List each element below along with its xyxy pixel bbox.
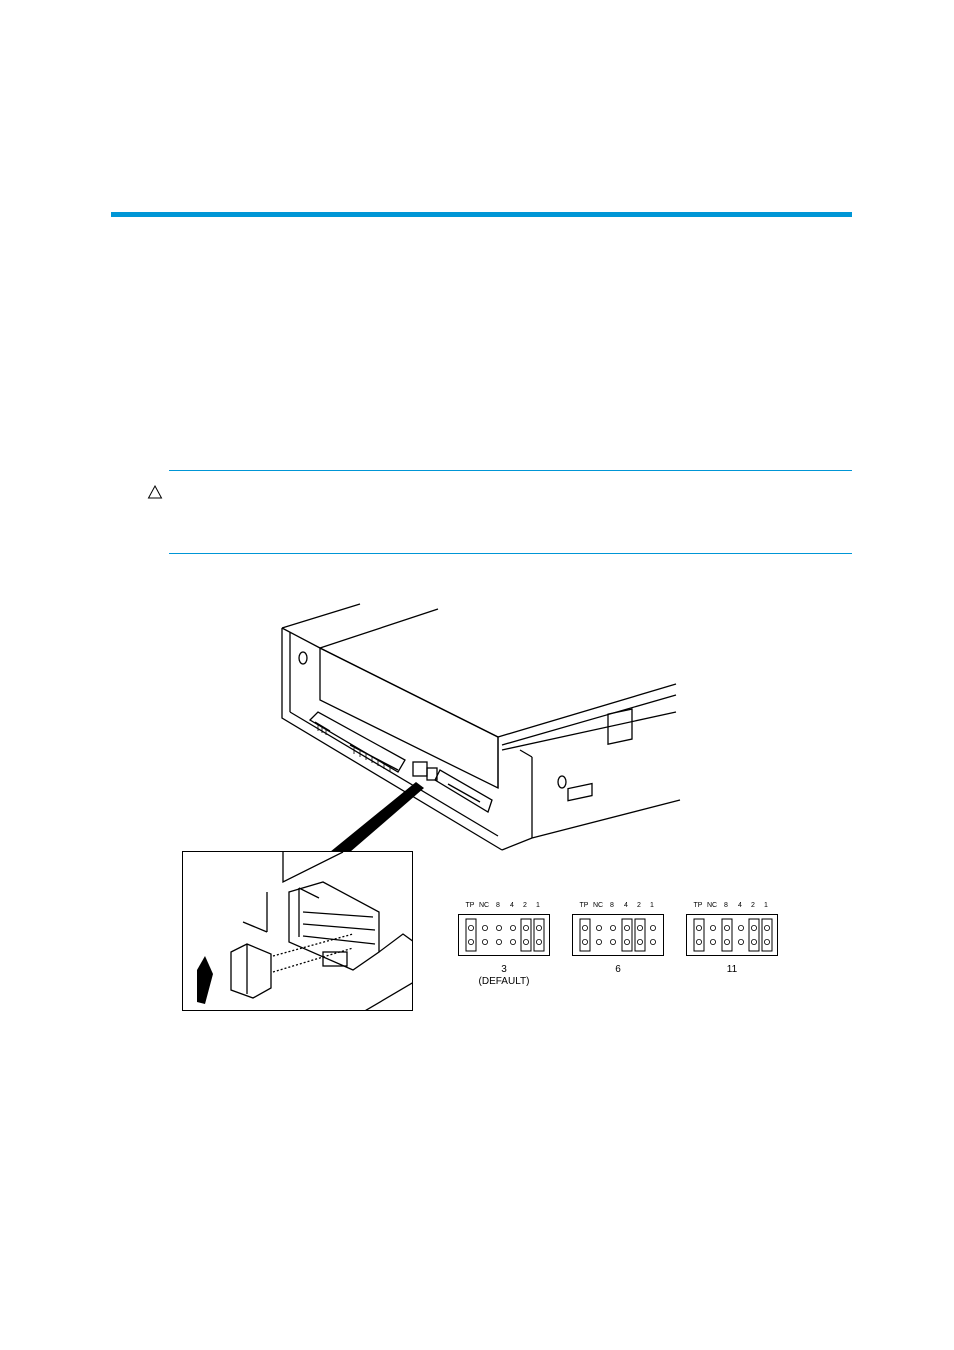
jumper-pin	[696, 925, 701, 930]
jumper-shunt	[534, 919, 544, 951]
jumper-pin-label: 8	[496, 902, 500, 909]
jumper-pins-drawing	[573, 915, 663, 955]
jumper-setting-3	[458, 902, 550, 988]
jumper-pin	[596, 939, 601, 944]
jumper-shunt	[722, 919, 732, 951]
jumper-pin	[610, 939, 615, 944]
jumper-pin	[523, 939, 528, 944]
jumper-caption	[458, 964, 550, 988]
jumper-pin	[710, 925, 715, 930]
jumper-pin	[468, 925, 473, 930]
jumper-pin	[724, 925, 729, 930]
jumper-pin	[610, 925, 615, 930]
jumper-shunt	[622, 919, 632, 951]
jumper-caption-note: (DEFAULT)	[478, 976, 530, 987]
jumper-shunt	[635, 919, 645, 951]
jumper-pin-label: 4	[510, 902, 514, 909]
jumper-pin-label: 4	[624, 902, 628, 909]
jumper-pin	[724, 939, 729, 944]
jumper-pin-labels	[572, 902, 664, 912]
jumper-pin	[510, 939, 515, 944]
jumper-pin	[536, 939, 541, 944]
jumper-pin	[482, 939, 487, 944]
jumper-setting-11	[686, 902, 778, 976]
jumper-caption	[686, 964, 778, 976]
jumper-pin-labels	[458, 902, 550, 912]
jumper-pin-label: 1	[536, 902, 540, 909]
jumper-pins-drawing	[459, 915, 549, 955]
jumper-pins-drawing	[687, 915, 777, 955]
jumper-pin-label: 1	[764, 902, 768, 909]
jumper-setting-6	[572, 902, 664, 976]
jumper-shunt	[466, 919, 476, 951]
jumper-shunt	[749, 919, 759, 951]
jumper-pin	[751, 925, 756, 930]
jumper-pin	[468, 939, 473, 944]
jumper-pin	[738, 939, 743, 944]
jumper-shunt	[580, 919, 590, 951]
jumper-pin	[624, 925, 629, 930]
jumper-pin-label: 8	[610, 902, 614, 909]
caution-bottom-rule	[169, 553, 852, 554]
section-rule	[111, 212, 852, 217]
jumper-pin-label: TP	[579, 902, 589, 909]
jumper-pin	[482, 925, 487, 930]
jumper-caption-value: 3	[501, 964, 507, 975]
jumper-block	[686, 914, 778, 956]
jumper-pin	[751, 939, 756, 944]
jumper-block	[458, 914, 550, 956]
jumper-pin-label: TP	[465, 902, 475, 909]
jumper-pin-label: 1	[650, 902, 654, 909]
jumper-block	[572, 914, 664, 956]
jumper-pin	[650, 939, 655, 944]
jumper-pin	[582, 939, 587, 944]
jumper-shunt	[694, 919, 704, 951]
caution-top-rule	[169, 470, 852, 471]
jumper-pin	[496, 925, 501, 930]
jumper-pin	[624, 939, 629, 944]
jumper-pin-label: NC	[706, 902, 718, 909]
jumper-pin-label: 2	[523, 902, 527, 909]
jumper-pin-label: NC	[592, 902, 604, 909]
jumper-pin	[738, 925, 743, 930]
jumper-pin-label: NC	[478, 902, 490, 909]
jumper-pin-label: 4	[738, 902, 742, 909]
jumper-pin	[510, 925, 515, 930]
jumper-pin	[582, 925, 587, 930]
callout-wedge	[320, 780, 430, 855]
jumper-insertion-drawing	[183, 852, 413, 1011]
jumper-shunt	[521, 919, 531, 951]
jumper-pin	[496, 939, 501, 944]
jumper-detail-zoom	[182, 851, 413, 1011]
jumper-pin-labels	[686, 902, 778, 912]
jumper-pin	[696, 939, 701, 944]
jumper-pin	[536, 925, 541, 930]
jumper-pin-label: TP	[693, 902, 703, 909]
jumper-pin-label: 2	[637, 902, 641, 909]
jumper-pin	[637, 925, 642, 930]
jumper-pin	[637, 939, 642, 944]
jumper-caption-value: 6	[615, 964, 621, 975]
jumper-pin	[764, 925, 769, 930]
jumper-pin	[523, 925, 528, 930]
jumper-caption	[572, 964, 664, 976]
jumper-pin	[650, 925, 655, 930]
jumper-shunt	[762, 919, 772, 951]
jumper-pin-label: 8	[724, 902, 728, 909]
jumper-caption-value: 11	[726, 964, 738, 975]
jumper-pin	[710, 939, 715, 944]
caution-triangle-icon	[147, 484, 163, 500]
jumper-pin-label: 2	[751, 902, 755, 909]
jumper-pin	[764, 939, 769, 944]
jumper-pin	[596, 925, 601, 930]
